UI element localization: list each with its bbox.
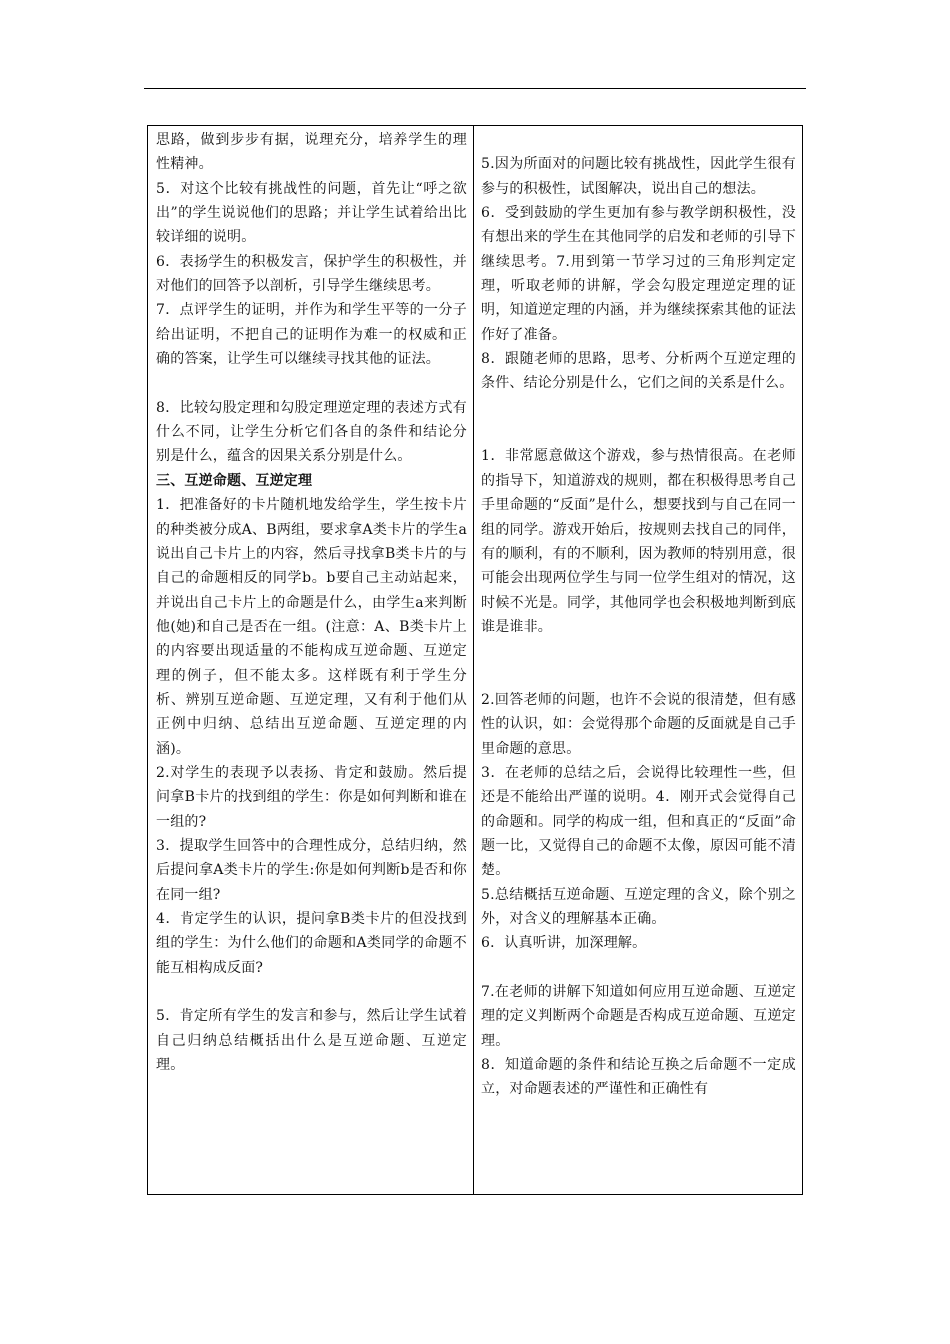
header-rule — [144, 88, 806, 89]
blank-line — [481, 664, 796, 688]
teacher-paragraph: 5．肯定所有学生的发言和参与，然后让学生试着自己归纳总结概括出什么是互逆命题、互逆定理。 — [156, 1008, 467, 1074]
student-activity-column — [474, 126, 802, 1194]
blank-line — [481, 128, 796, 152]
blank-line — [481, 956, 796, 980]
teacher-paragraph: 7．点评学生的证明，并作为和学生平等的一分子给出证明，不把自己的证明作为难一的权威和正确的答案，让学生可以继续寻找其他的证法。 — [156, 302, 467, 368]
student-paragraph: 8．知道命题的条件和结论互换之后命题不一定成立，对命题表述的严谨性和正确性有 — [481, 1057, 796, 1098]
student-paragraph: 8．跟随老师的思路，思考、分析两个互逆定理的条件、结论分别是什么，它们之间的关系是什么。 — [481, 351, 796, 392]
student-paragraph: 6．认真听讲，加深理解。 — [481, 935, 647, 952]
teacher-paragraph: 思路，做到步步有据，说理充分，培养学生的理性精神。 — [156, 132, 467, 173]
teacher-paragraph: 2.对学生的表现予以表扬、肯定和鼓励。然后提问拿B卡片的找到组的学生：你是如何判断和谁在一组的? — [156, 764, 467, 830]
teacher-paragraph: 1．把准备好的卡片随机地发给学生，学生按卡片的种类被分成A、B两组，要求拿A类卡片的学生a说出自己卡片上的内容，然后寻找拿B类卡片的与自己的命题相反的同学b。b要自己主动站起来，并说出自己卡片上的命题是什么，由学生a来判断他(她)和自己是否在一组。(注意：A、B类卡片上的内容要出现适量的不能构成互逆命题、互逆定理的例子，但不能太多。这样既有利于学生分析、辨别互逆命题、互逆定理，又有利于他们从正例中归纳、总结出互逆命题、互逆定理的内涵)。 — [156, 497, 467, 757]
blank-line — [156, 980, 467, 1004]
blank-line — [481, 420, 796, 444]
student-paragraph: 5.因为所面对的问题比较有挑战性，因此学生很有参与的积极性，试图解决，说出自己的想法。 — [481, 156, 796, 197]
student-paragraph: 2.回答老师的问题，也许不会说的很清楚，但有感性的认识，如：会觉得那个命题的反面就是自己手里命题的意思。 — [481, 691, 796, 757]
student-paragraph: 5.总结概括互逆命题、互逆定理的含义，除个别之外，对含义的理解基本正确。 — [481, 886, 796, 927]
student-paragraph: 3．在老师的总结之后，会说得比较理性一些，但还是不能给出严谨的说明。4．刚开式会觉得自己的命题和。同学的构成一组，但和真正的“反面”命题一比，又觉得自己的命题不太像，原因可能不清楚。 — [481, 764, 796, 879]
teacher-activity-column — [148, 126, 474, 1194]
student-paragraph: 1．非常愿意做这个游戏，参与热情很高。在老师的指导下，知道游戏的规则，都在积极得思考自己手里命题的“反面”是什么，想要找到与自己在同一组的同学。游戏开始后，按规则去找自己的同伴，有的顺利，有的不顺利，因为教师的特别用意，很可能会出现两位学生与同一位学生组对的情况，这时候不光是。同学，其他同学也会积极地判断到底谁是谁非。 — [481, 448, 796, 635]
blank-line — [156, 371, 467, 395]
lesson-table — [147, 125, 803, 1195]
teacher-paragraph: 8．比较勾股定理和勾股定理逆定理的表述方式有什么不同，让学生分析它们各自的条件和结论分别是什么，蕴含的因果关系分别是什么。 — [156, 399, 467, 465]
blank-line — [481, 396, 796, 420]
student-paragraph: 6．受到鼓励的学生更加有参与教学朗积极性，没有想出来的学生在其他同学的启发和老师的引导下继续思考。7.用到第一节学习过的三角形判定定理，听取老师的讲解，学会勾股定理逆定理的证明，知道逆定理的内涵，并为继续探索其他的证法作好了准备。 — [481, 205, 796, 343]
section-heading: 三、互逆命题、互逆定理 — [156, 472, 313, 489]
teacher-paragraph: 6．表扬学生的积极发言，保护学生的积极性，并对他们的回答予以剖析，引导学生继续思考。 — [156, 253, 467, 295]
teacher-paragraph: 3．提取学生回答中的合理性成分，总结归纳，然后提问拿A类卡片的学生:你是如何判断b是否和你在同一组? — [156, 837, 467, 903]
student-paragraph: 7.在老师的讲解下知道如何应用互逆命题、互逆定理的定义判断两个命题是否构成互逆命题、互逆定理。 — [481, 984, 796, 1049]
teacher-paragraph: 5．对这个比较有挑战性的问题，首先让“呼之欲出”的学生说说他们的思路；并让学生试着给出比较详细的说明。 — [156, 180, 467, 246]
teacher-paragraph: 4．肯定学生的认识，提问拿B类卡片的但没找到组的学生：为什么他们的命题和A类同学的命题不能互相构成反面? — [156, 911, 467, 976]
blank-line — [481, 639, 796, 663]
